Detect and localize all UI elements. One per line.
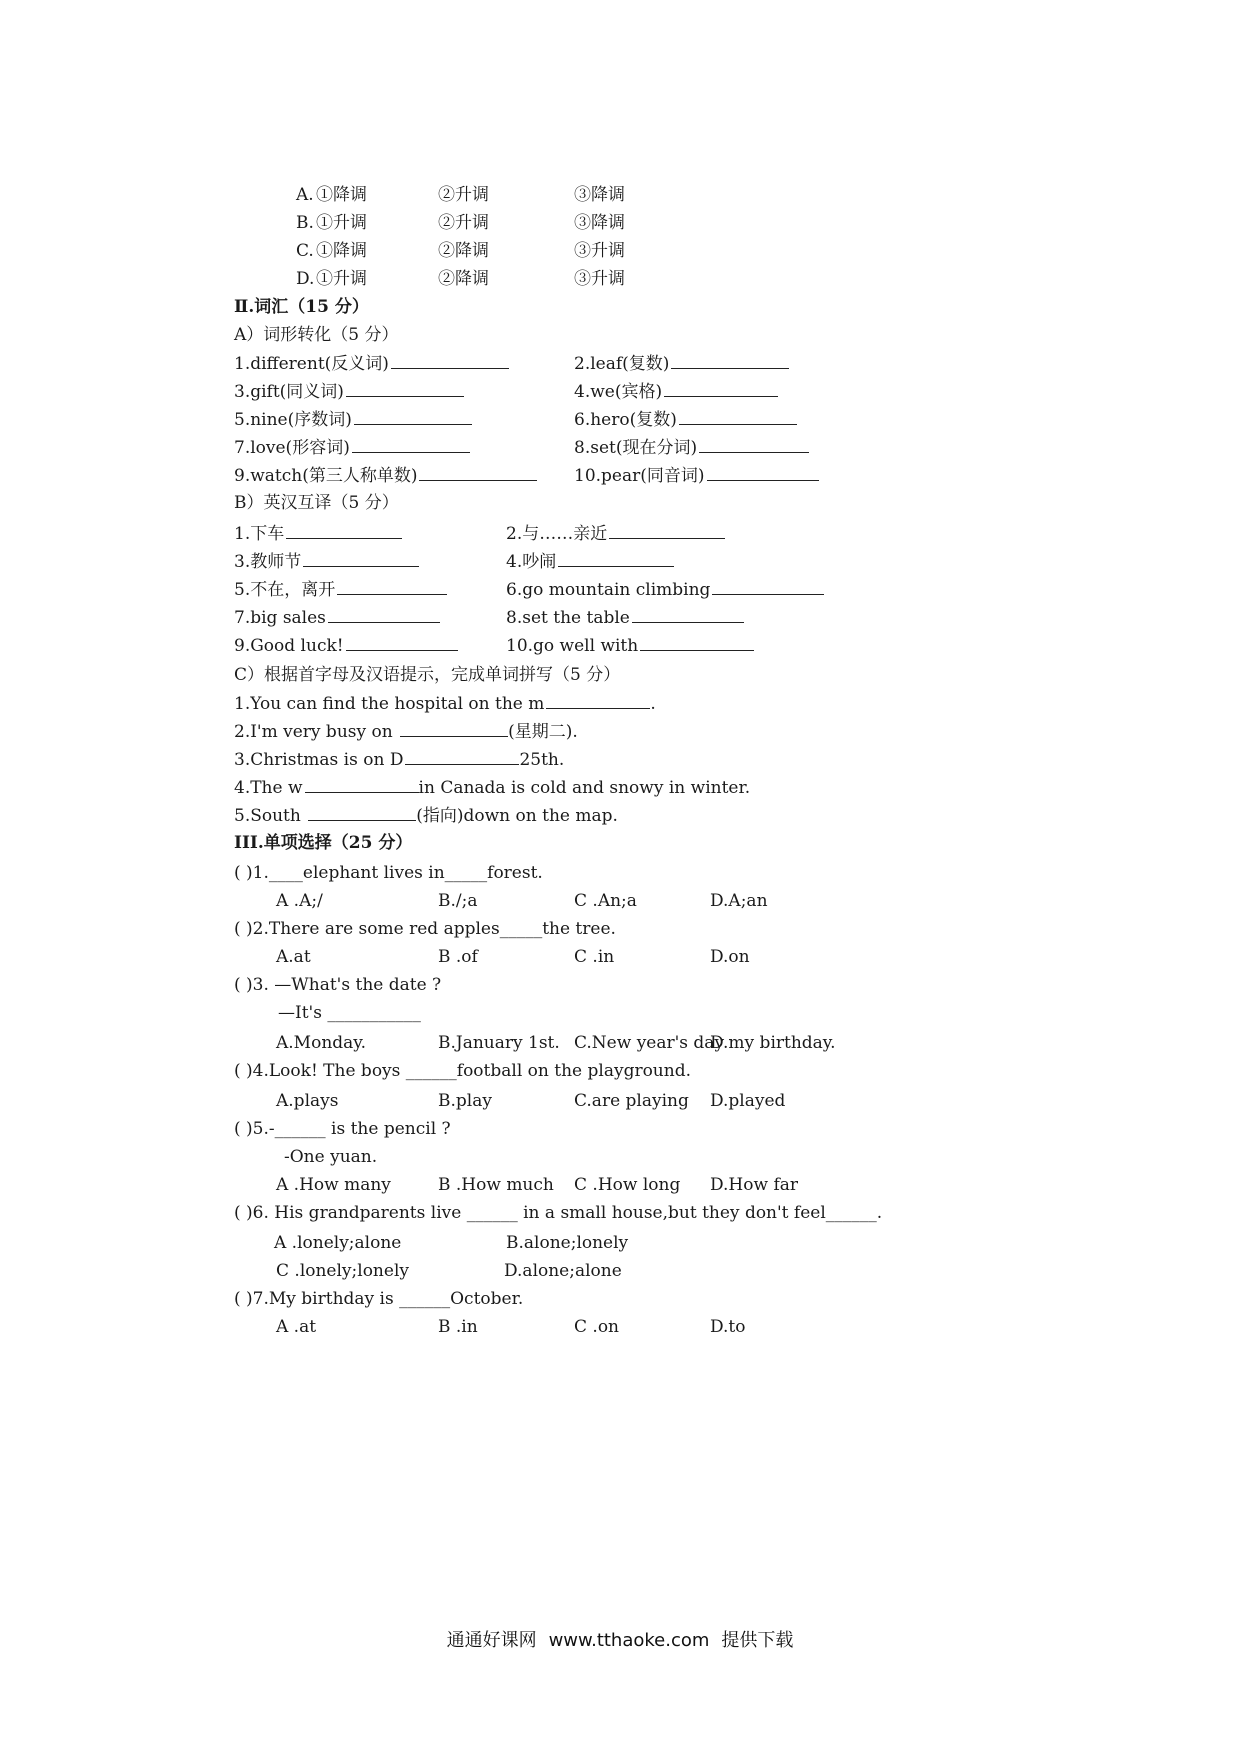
word-form-row	[0, 406, 1240, 432]
answer-option[interactable]: A .How many	[276, 1175, 391, 1195]
tone-option-letter: A.	[296, 185, 314, 205]
answer-blank[interactable]	[699, 434, 809, 453]
section-heading	[0, 294, 1240, 320]
answer-blank[interactable]	[632, 604, 744, 623]
answer-blank[interactable]	[640, 632, 754, 651]
tone-option-choice: ③降调	[574, 185, 625, 205]
translation-item: 9.Good luck!	[234, 632, 458, 659]
word-form-row	[0, 434, 1240, 460]
word-form-item: 3.gift(同义词)	[234, 378, 464, 405]
footer-suffix: 提供下载	[721, 1630, 794, 1651]
answer-option[interactable]: C .An;a	[574, 891, 637, 911]
question-stem: ( )4.Look! The boys ______football on the playground.	[234, 1061, 691, 1081]
answer-option[interactable]: B.January 1st.	[438, 1033, 560, 1053]
translation-row	[0, 632, 1240, 658]
answer-option[interactable]: D.How far	[710, 1175, 798, 1195]
tone-option-letter: B.	[296, 213, 314, 233]
answer-option[interactable]: A.plays	[276, 1091, 339, 1111]
tone-option-choice: ①降调	[316, 241, 367, 261]
tone-option-b	[0, 210, 1240, 236]
answer-option[interactable]: D.on	[710, 947, 750, 967]
answer-option[interactable]: C .How long	[574, 1175, 681, 1195]
answer-blank[interactable]	[679, 406, 797, 425]
answer-option[interactable]: A .at	[276, 1317, 317, 1337]
question-options	[0, 888, 1240, 914]
word-form-row	[0, 462, 1240, 488]
answer-option[interactable]: A.Monday.	[276, 1033, 367, 1053]
word-form-item: 7.love(形容词)	[234, 434, 470, 461]
answer-option[interactable]: A.at	[276, 947, 311, 967]
translation-row	[0, 520, 1240, 546]
answer-blank[interactable]	[391, 350, 509, 369]
answer-blank[interactable]	[305, 774, 419, 793]
question-stem: ( )3. —What's the date ?	[234, 975, 442, 995]
answer-option[interactable]: B .How much	[438, 1175, 554, 1195]
answer-blank[interactable]	[419, 462, 537, 481]
answer-blank[interactable]	[712, 576, 824, 595]
section-heading	[0, 830, 1240, 856]
word-form-item: 5.nine(序数词)	[234, 406, 472, 433]
answer-blank[interactable]	[303, 548, 419, 567]
tone-option-choice: ③升调	[574, 269, 625, 289]
answer-blank[interactable]	[308, 802, 416, 821]
tone-option-choice: ②降调	[438, 241, 489, 261]
question-stem: ( )2.There are some red apples_____the tree.	[234, 919, 616, 939]
answer-blank[interactable]	[354, 406, 472, 425]
answer-blank[interactable]	[346, 378, 464, 397]
section-2a-title: A）词形转化（5 分）	[234, 325, 399, 345]
answer-option[interactable]: C .lonely;lonely	[276, 1261, 409, 1281]
answer-blank[interactable]	[664, 378, 778, 397]
answer-blank[interactable]	[352, 434, 470, 453]
word-form-row	[0, 350, 1240, 376]
translation-item: 4.吵闹	[506, 548, 674, 575]
answer-option[interactable]: B.alone;lonely	[506, 1233, 629, 1253]
answer-blank[interactable]	[707, 462, 819, 481]
answer-option[interactable]: D.A;an	[710, 891, 768, 911]
tone-option-letter: C.	[296, 241, 314, 261]
answer-option[interactable]: A .A;/	[276, 891, 323, 911]
translation-item: 6.go mountain climbing	[506, 576, 824, 603]
spelling-item: 3.Christmas is on D 25th.	[0, 746, 1240, 772]
translation-item: 3.教师节	[234, 548, 419, 575]
answer-option[interactable]: C.are playing	[574, 1091, 689, 1111]
section-2-title: Ⅱ.词汇（15 分）	[234, 297, 369, 317]
answer-option[interactable]: B.play	[438, 1091, 492, 1111]
word-form-item: 8.set(现在分词)	[574, 434, 809, 461]
section-3-title: III.单项选择（25 分）	[234, 833, 413, 853]
spelling-item: 1.You can find the hospital on the m .	[0, 690, 1240, 716]
spelling-item: 4.The w in Canada is cold and snowy in winter.	[0, 774, 1240, 800]
word-form-item: 9.watch(第三人称单数)	[234, 462, 537, 489]
translation-item: 2.与……亲近	[506, 520, 725, 547]
tone-option-a	[0, 182, 1240, 208]
answer-option[interactable]: C.New year's day	[574, 1033, 725, 1053]
answer-blank[interactable]	[346, 632, 458, 651]
answer-option[interactable]: D.alone;alone	[504, 1261, 622, 1281]
spelling-item: 2.I'm very busy on (星期二).	[0, 718, 1240, 744]
answer-blank[interactable]	[558, 548, 674, 567]
tone-option-choice: ②升调	[438, 185, 489, 205]
question-stem: ( )6. His grandparents live ______ in a small house,but they don't feel______.	[234, 1203, 883, 1223]
tone-option-letter: D.	[296, 269, 315, 289]
word-form-item: 10.pear(同音词)	[574, 462, 819, 489]
question-options	[0, 944, 1240, 970]
footer-site-name: 通通好课网	[446, 1630, 537, 1651]
question-options	[0, 1172, 1240, 1198]
answer-option[interactable]: D.my birthday.	[710, 1033, 836, 1053]
answer-option[interactable]: B./;a	[438, 891, 478, 911]
tone-option-choice: ③降调	[574, 213, 625, 233]
answer-blank[interactable]	[671, 350, 789, 369]
question-options	[0, 1030, 1240, 1056]
question-dialogue: -One yuan.	[284, 1147, 378, 1167]
translation-row	[0, 576, 1240, 602]
answer-option[interactable]: B .of	[438, 947, 478, 967]
answer-option[interactable]: C .on	[574, 1317, 619, 1337]
word-form-item: 4.we(宾格)	[574, 378, 778, 405]
translation-row	[0, 604, 1240, 630]
answer-option[interactable]: A .lonely;alone	[274, 1233, 402, 1253]
tone-option-choice: ①升调	[316, 213, 367, 233]
tone-option-choice: ①降调	[316, 185, 367, 205]
question-options	[0, 1314, 1240, 1340]
footer-credit	[0, 1628, 1240, 1654]
spelling-item: 5.South (指向)down on the map.	[0, 802, 1240, 828]
translation-row	[0, 548, 1240, 574]
answer-option[interactable]: B .in	[438, 1317, 478, 1337]
word-form-item: 1.different(反义词)	[234, 350, 509, 377]
tone-option-choice: ③升调	[574, 241, 625, 261]
tone-option-d	[0, 266, 1240, 292]
tone-option-choice: ②降调	[438, 269, 489, 289]
section-2b-title: B）英汉互译（5 分）	[234, 493, 399, 513]
tone-option-choice: ①升调	[316, 269, 367, 289]
question-options	[0, 1230, 1240, 1256]
translation-item: 8.set the table	[506, 604, 744, 631]
translation-item: 7.big sales	[234, 604, 440, 631]
tone-option-choice: ②升调	[438, 213, 489, 233]
subsection-heading	[0, 662, 1240, 688]
subsection-heading	[0, 490, 1240, 516]
answer-blank[interactable]	[546, 690, 650, 709]
answer-option[interactable]: C .in	[574, 947, 615, 967]
word-form-row	[0, 378, 1240, 404]
translation-item: 5.不在，离开	[234, 576, 447, 603]
question-options	[0, 1088, 1240, 1114]
translation-item: 10.go well with	[506, 632, 754, 659]
footer-url[interactable]: www.tthaoke.com	[548, 1630, 710, 1651]
question-stem: ( )1.____elephant lives in_____forest.	[234, 863, 543, 883]
answer-blank[interactable]	[609, 520, 725, 539]
question-stem: ( )5.-______ is the pencil ?	[234, 1119, 451, 1139]
answer-blank[interactable]	[400, 718, 508, 737]
answer-blank[interactable]	[328, 604, 440, 623]
answer-blank[interactable]	[405, 746, 519, 765]
answer-option[interactable]: D.played	[710, 1091, 786, 1111]
word-form-item: 6.hero(复数)	[574, 406, 797, 433]
answer-blank[interactable]	[337, 576, 447, 595]
question-stem: ( )7.My birthday is ______October.	[234, 1289, 524, 1309]
section-2c-title: C）根据首字母及汉语提示，完成单词拼写（5 分）	[234, 665, 621, 685]
word-form-item: 2.leaf(复数)	[574, 350, 789, 377]
question-dialogue: —It's ___________	[278, 1003, 421, 1023]
answer-blank[interactable]	[286, 520, 402, 539]
subsection-heading	[0, 322, 1240, 348]
tone-option-c	[0, 238, 1240, 264]
translation-item: 1.下车	[234, 520, 402, 547]
question-options	[0, 1258, 1240, 1284]
answer-option[interactable]: D.to	[710, 1317, 746, 1337]
